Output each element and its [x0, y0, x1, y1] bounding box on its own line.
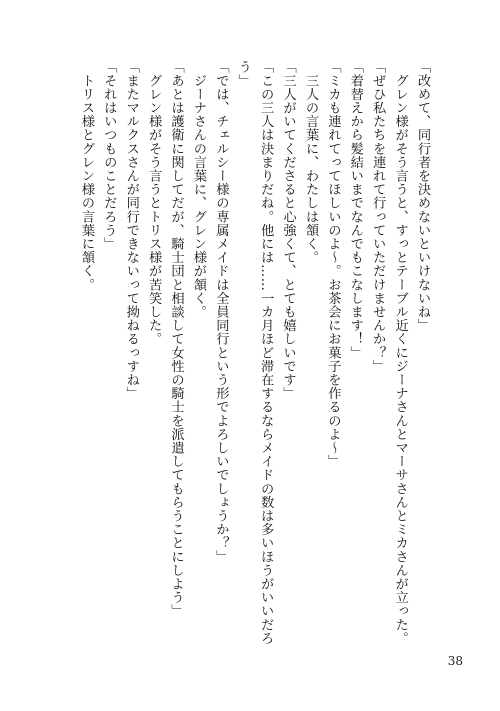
text-line: ジーナさんの言葉に、グレン様が頷く。 — [190, 60, 206, 319]
text-line: 「ミカも連れてってほしいのよ～。お茶会にお菓子を作るのよ～」 — [325, 60, 341, 468]
text-line: 「それはいつものことだろう」 — [101, 60, 117, 251]
text-line: 「では、チェルシー様の専属メイドは全員同行という形でよろしいでしょうか？」 — [213, 60, 229, 564]
text-line: 「改めて、同行者を決めないといけないね」 — [415, 60, 430, 332]
text-line: 「三人がいてくださると心強くて、とても嬉しいです」 — [280, 60, 296, 400]
text-line: 「またマルクスさんが同行できないって拗ねるっすね」 — [123, 60, 139, 400]
text-line: 「この三人は決まりだね。他には……一カ月ほど滞在するならメイドの数は多いほうがいいだろ — [258, 60, 274, 645]
text-line: 「着替えから髪結いまでなんでもこなします！」 — [347, 60, 363, 360]
vertical-text-body — [75, 60, 434, 645]
text-line: 三人の言葉に、わたしは頷く。 — [302, 60, 318, 264]
text-line: トリス様とグレン様の言葉に頷く。 — [78, 60, 94, 292]
text-line: 「あとは護衛に関してだが、騎士団と相談して女性の騎士を派遣してもらうことにしよう」 — [168, 60, 184, 618]
text-line: グレン様がそう言うとトリス様が苦笑した。 — [146, 60, 162, 346]
text-line: グレン様がそう言うと、すっとテーブル近くにジーナさんとマーサさんとミカさんが立った。 — [392, 60, 408, 645]
text-line: う」 — [235, 60, 251, 88]
text-line: 「ぜひ私たちを連れて行っていただけませんか？」 — [370, 60, 386, 373]
page-number: 38 — [447, 654, 463, 668]
